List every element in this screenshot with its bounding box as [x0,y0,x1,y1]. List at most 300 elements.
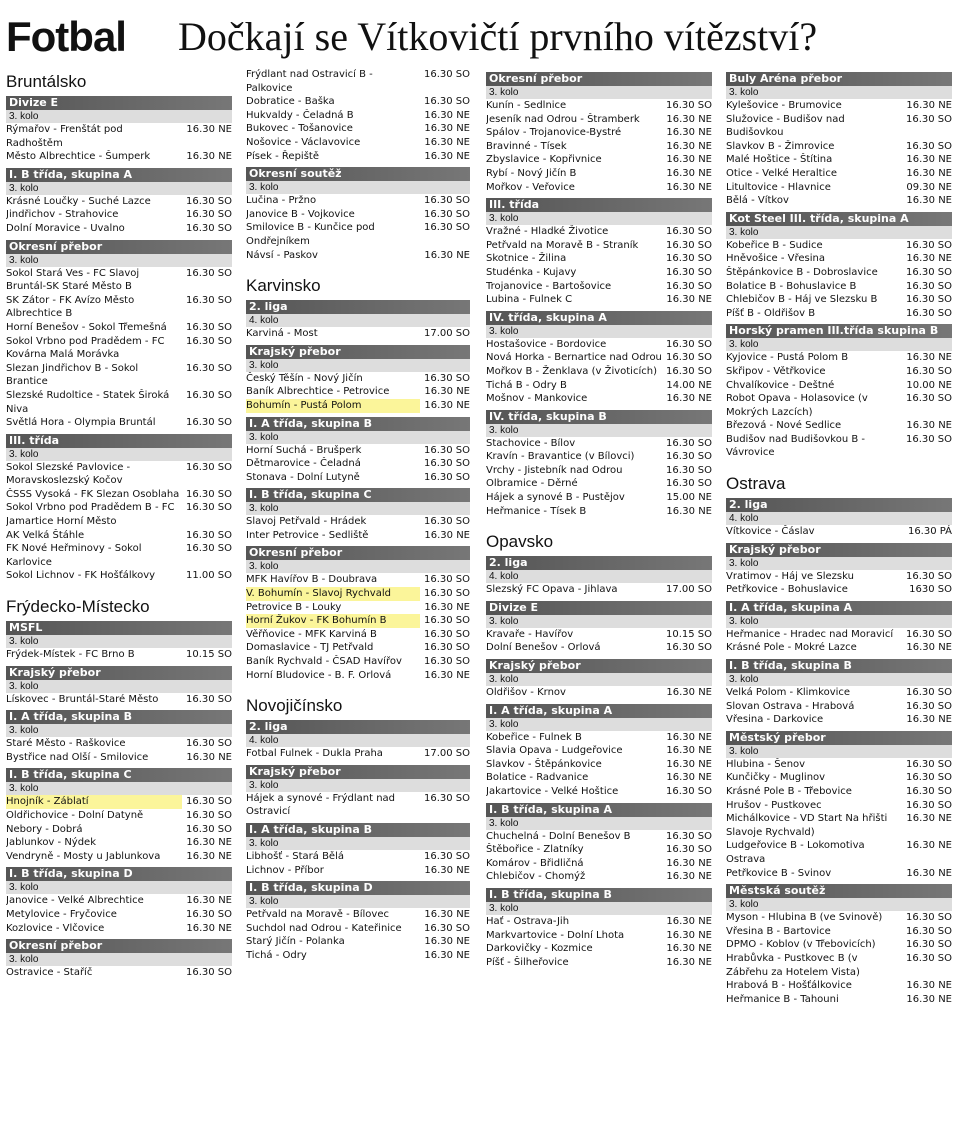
match-pairing: Janovice - Velké Albrechtice [6,895,144,907]
match-row [246,95,470,109]
match-row [486,477,712,491]
match-pairing: DPMO - Koblov (v Třebovicích) [726,939,876,951]
match-row [486,870,712,884]
match-row [486,758,712,772]
match-time: 16.30 SO [905,772,952,784]
match-pairing: Bohumín - Pustá Polom [246,399,420,413]
match-row [6,389,232,416]
match-row [246,655,470,669]
match-time: 16.30 SO [185,693,232,705]
match-pairing: Březová - Nové Sedlice [726,420,842,432]
match-pairing: Hostašovice - Bordovice [486,338,607,350]
match-time: 16.30 NE [906,714,952,726]
match-pairing: Chlebičov B - Háj ve Slezsku B [726,294,878,306]
league-bar: Okresní přebor [486,72,712,86]
match-time: 16.30 SO [905,393,952,405]
match-row [486,942,712,956]
match-pairing: Hlubina - Šenov [726,758,806,770]
match-pairing: Metylovice - Fryčovice [6,908,117,920]
match-row [246,641,470,655]
match-row [6,222,232,236]
match-pairing: Spálov - Trojanovice-Bystré [486,127,622,139]
match-row [246,444,470,458]
match-row [486,99,712,113]
match-pairing: Slavoj Petřvald - Hrádek [246,516,367,528]
match-pairing: Ludgeřovice B - Lokomotiva Ostrava [726,840,865,865]
match-row [726,365,952,379]
league-bar: IV. třída, skupina A [486,311,712,325]
match-row [6,529,232,543]
match-pairing: Vřesina B - Bartovice [726,925,831,937]
match-row [486,843,712,857]
match-row [486,771,712,785]
match-time: 16.30 SO [905,912,952,924]
match-time: 16.30 SO [665,451,712,463]
match-time: 16.30 SO [185,908,232,920]
match-time: 16.30 SO [185,810,232,821]
match-time: 16.30 SO [185,294,232,306]
match-time: 16.30 NE [906,352,952,364]
match-pairing: Ostravice - Staříč [6,967,93,979]
round-label: 3. kolo [726,615,952,628]
round-label: 3. kolo [726,745,952,758]
match-row [726,351,952,365]
match-time: 16.30 SO [905,365,952,377]
match-row [246,850,470,864]
match-time: 16.30 NE [424,249,470,261]
match-row [6,795,232,809]
match-time: 10.15 SO [185,649,232,661]
round-label: 3. kolo [246,560,470,573]
match-time: 16.30 SO [905,140,952,152]
match-pairing: Hrabůvka - Pustkovec B (v Zábřehu za Hotelem Vista) [726,952,860,978]
match-time: 16.30 SO [185,796,232,808]
match-time: 16.30 SO [185,209,232,221]
match-row [6,569,232,583]
match-row [6,195,232,209]
region-heading: Frýdecko-Místecko [6,597,150,617]
match-pairing: Vrchy - Jistebník nad Odrou [486,464,623,476]
league-bar: Divize E [486,601,712,615]
match-time: 16.30 SO [185,823,232,835]
match-row [246,68,470,95]
match-pairing: Jeseník nad Odrou - Štramberk [486,113,640,125]
league-bar: I. B třída, skupina B [486,888,712,902]
league-bar: Okresní přebor [6,240,232,254]
match-pairing: Kravín - Bravantice (v Bílovci) [486,451,635,463]
match-row [726,181,952,195]
match-row [486,437,712,451]
round-label: 3. kolo [6,881,232,894]
match-time: 16.30 NE [906,993,952,1005]
match-time: 16.30 SO [905,113,952,125]
match-time: 16.30 NE [186,837,232,849]
match-pairing: Hájek a synové - Frýdlant nad Ostravicí [246,792,396,818]
match-time: 16.30 SO [665,280,712,292]
match-time: 16.30 SO [185,321,232,333]
match-pairing: Oldřichovice - Dolní Datyně [6,810,144,821]
match-time: 16.30 SO [665,226,712,238]
match-time: 16.30 SO [905,952,952,964]
league-bar: I. A třída, skupina B [246,417,470,431]
match-pairing: Kylešovice - Brumovice [726,100,842,111]
match-pairing: Slovan Ostrava - Hrabová [726,700,855,712]
match-row [486,293,712,307]
match-row [246,573,470,587]
match-pairing: Karviná - Most [246,328,318,340]
match-time: 16.30 SO [423,444,470,456]
headline: Dočkají se Vítkovičtí prvního vítězství? [178,14,818,59]
match-row [486,140,712,154]
round-label: 3. kolo [726,673,952,686]
match-row [726,239,952,253]
match-time: 16.30 SO [423,922,470,934]
match-pairing: Vendryně - Mosty u Jablunkova [6,850,161,862]
column-4 [726,68,952,1006]
match-row [486,338,712,352]
round-label: 3. kolo [6,953,232,966]
match-pairing: Bolatice B - Bohuslavice B [726,280,857,292]
match-row [726,392,952,419]
league-bar: Okresní soutěž [246,167,470,181]
match-time: 16.30 PÁ [907,526,952,538]
match-row [486,830,712,844]
round-label: 3. kolo [6,182,232,195]
match-time: 16.30 SO [185,543,232,555]
match-time: 16.30 NE [666,857,712,869]
match-pairing: Budišov nad Budišovkou B - Vávrovice [726,433,866,459]
match-time: 1630 SO [909,584,952,596]
match-pairing: Český Těšín - Nový Jičín [246,372,363,384]
region-heading: Karvinsko [246,276,321,296]
match-row [486,915,712,929]
match-row [726,911,952,925]
match-row [246,385,470,399]
league-bar: I. B třída, skupina D [246,881,470,895]
region-heading: Ostrava [726,474,786,494]
match-pairing: Nebory - Dobrá [6,823,83,835]
column-2 [246,68,470,963]
match-time: 16.30 NE [424,601,470,613]
match-time: 16.30 NE [666,113,712,125]
round-label: 4. kolo [486,570,712,583]
round-label: 3. kolo [486,424,712,437]
match-pairing: Město Albrechtice - Šumperk [6,151,151,163]
round-label: 3. kolo [486,212,712,225]
match-time: 16.30 NE [666,871,712,883]
match-row [726,771,952,785]
match-row [726,167,952,181]
match-time: 16.30 SO [905,570,952,582]
match-time: 16.30 NE [666,181,712,193]
match-row [486,686,712,700]
match-row [6,823,232,837]
round-label: 3. kolo [726,86,952,99]
match-row [486,239,712,253]
match-time: 16.30 NE [186,922,232,934]
match-pairing: Služovice - Budišov nad Budišovkou [726,113,845,139]
match-row [726,938,952,952]
match-row [6,267,232,294]
match-pairing: Bystřice nad Olší - Smilovice [6,751,149,763]
match-pairing: Petřkovice - Bohuslavice [726,584,848,596]
match-time: 16.30 NE [906,980,952,992]
match-pairing: ČSSS Vysoká - FK Slezan Osoblaha [6,488,180,500]
match-row [726,628,952,642]
match-time: 16.30 NE [424,864,470,876]
match-row [246,221,470,248]
round-label: 3. kolo [246,502,470,515]
match-pairing: Sokol Stará Ves - FC Slavoj Bruntál-SK Staré Město B [6,267,140,293]
match-pairing: Chuchelná - Dolní Benešov B [486,830,631,842]
match-pairing: Lichnov - Příbor [246,864,324,876]
match-row [486,167,712,181]
match-row [6,648,232,662]
match-pairing: Libhošť - Stará Bělá [246,851,344,862]
match-pairing: Vřesina - Darkovice [726,714,824,726]
match-row [486,505,712,519]
match-pairing: Staré Město - Raškovice [6,738,126,750]
match-row [6,362,232,389]
match-time: 16.30 NE [666,731,712,743]
match-pairing: Zbyslavice - Kopřivnice [486,154,602,166]
match-row [486,731,712,745]
match-time: 16.30 SO [665,100,712,111]
match-pairing: Kravaře - Havířov [486,628,574,640]
match-pairing: Petřkovice B - Svinov [726,867,832,879]
match-pairing: Robot Opava - Holasovice (v Mokrých Lazcích) [726,393,868,418]
match-row [246,587,470,601]
match-time: 16.30 SO [665,266,712,278]
league-bar: Krajský přebor [246,345,470,359]
match-time: 16.30 SO [423,222,470,234]
match-pairing: Hrabová B - Hošťálkovice [726,980,852,992]
round-label: 3. kolo [726,557,952,570]
match-pairing: Kunčičky - Muglinov [726,772,826,784]
region-heading: Opavsko [486,532,554,552]
match-time: 16.30 SO [185,738,232,750]
match-row [486,785,712,799]
match-row [726,583,952,597]
match-time: 16.30 SO [185,362,232,374]
match-row [726,419,952,433]
match-pairing: Slezský FC Opava - Jihlava [486,584,618,596]
match-row [726,686,952,700]
match-pairing: Horní Benešov - Sokol Třemešná [6,321,167,333]
match-time: 16.30 NE [906,253,952,265]
match-pairing: Kunín - Sedlnice [486,100,567,111]
match-row [246,628,470,642]
match-row [486,225,712,239]
league-bar: 2. liga [246,720,470,734]
match-pairing: Slavia Opava - Ludgeřovice [486,745,623,757]
match-row [726,713,952,727]
league-bar: I. B třída, skupina A [6,168,232,182]
match-pairing: Stachovice - Bílov [486,437,576,449]
match-pairing: Myson - Hlubina B (ve Svinově) [726,912,883,924]
league-bar: Městská soutěž [726,884,952,898]
match-row [6,894,232,908]
match-row [726,113,952,140]
league-bar: Městský přebor [726,731,952,745]
match-row [246,529,470,543]
match-time: 16.30 SO [185,529,232,541]
match-time: 16.30 SO [423,516,470,528]
match-time: 16.30 NE [666,745,712,757]
match-time: 16.30 NE [424,136,470,148]
match-row [246,399,470,413]
match-row [726,266,952,280]
match-time: 16.30 SO [905,433,952,445]
match-row [726,307,952,321]
round-label: 3. kolo [246,779,470,792]
match-time: 16.30 SO [665,437,712,449]
league-bar: Kot Steel III. třída, skupina A [726,212,952,226]
league-bar: I. A třída, skupina B [6,710,232,724]
match-time: 16.30 SO [423,96,470,108]
match-time: 16.30 SO [905,280,952,292]
match-time: 16.30 NE [424,123,470,135]
round-label: 3. kolo [6,110,232,123]
match-pairing: Kyjovice - Pustá Polom B [726,352,849,364]
match-time: 11.00 SO [185,570,232,582]
round-label: 3. kolo [486,902,712,915]
match-pairing: Rýmařov - Frenštát pod Radhoštěm [6,124,123,149]
match-time: 16.30 SO [423,656,470,668]
match-time: 16.30 NE [906,867,952,879]
match-pairing: Hněvošice - Vřesina [726,253,825,265]
match-pairing: Mošnov - Mankovice [486,393,588,405]
match-time: 15.00 NE [666,492,712,504]
match-pairing: Rybí - Nový Jičín B [486,167,577,179]
match-pairing: Skřipov - Větřkovice [726,365,826,377]
match-time: 16.30 NE [666,167,712,179]
match-row [246,109,470,123]
region-heading: Bruntálsko [6,72,87,91]
match-row [726,785,952,799]
match-time: 17.00 SO [423,328,470,340]
match-time: 16.30 SO [185,195,232,207]
match-time: 16.30 SO [423,458,470,470]
match-time: 16.30 NE [666,294,712,306]
match-time: 16.30 NE [666,943,712,955]
match-row [726,799,952,813]
match-pairing: Nošovice - Václavovice [246,136,361,148]
match-row [726,99,952,113]
round-label: 3. kolo [246,895,470,908]
match-pairing: Fotbal Fulnek - Dukla Praha [246,748,383,760]
match-time: 16.30 NE [906,642,952,654]
match-time: 16.30 SO [423,372,470,384]
round-label: 3. kolo [486,325,712,338]
match-pairing: Dětmarovice - Čeladná [246,458,361,470]
match-time: 16.30 NE [906,813,952,825]
match-pairing: MFK Havířov B - Doubrava [246,574,378,586]
match-row [486,857,712,871]
match-row [6,416,232,430]
match-time: 16.30 SO [423,851,470,862]
match-time: 16.30 SO [423,208,470,220]
match-pairing: Sokol Vrbno pod Pradědem - FC Kovárna Malá Morávka [6,335,165,361]
match-row [726,379,952,393]
match-pairing: Kobeřice - Fulnek B [486,731,582,743]
match-pairing: Vítkovice - Čáslav [726,526,815,538]
match-pairing: Petřvald na Moravě - Bílovec [246,909,389,921]
match-row [486,153,712,167]
match-time: 16.30 SO [423,642,470,654]
match-pairing: Janovice B - Vojkovice [246,208,355,220]
match-row [246,122,470,136]
league-bar: Buly Aréna přebor [726,72,952,86]
match-time: 16.30 SO [905,307,952,319]
match-pairing: Baník Albrechtice - Petrovice [246,386,390,398]
match-row [486,266,712,280]
match-pairing: Bělá - Vítkov [726,195,789,207]
match-pairing: Tichá B - Odry B [486,379,567,391]
match-time: 16.30 SO [905,939,952,951]
match-row [486,583,712,597]
match-time: 16.30 SO [423,588,470,600]
match-pairing: Sokol Lichnov - FK Hošťálkovy [6,570,156,582]
match-pairing: Tichá - Odry [246,949,307,961]
match-time: 16.30 NE [424,529,470,541]
round-label: 3. kolo [246,181,470,194]
match-time: 16.30 NE [666,140,712,152]
match-pairing: Slezan Jindřichov B - Sokol Brantice [6,362,139,388]
match-time: 16.30 SO [423,69,470,80]
league-bar: I. A třída, skupina A [486,704,712,718]
match-pairing: Michálkovice - VD Start Na hřišti Slavoje Rychvald) [726,813,888,838]
match-time: 16.30 SO [905,799,952,811]
match-row [6,966,232,980]
match-time: 16.30 SO [905,294,952,306]
round-label: 3. kolo [246,837,470,850]
section-title: Fotbal [6,13,126,60]
match-row [486,641,712,655]
match-row [246,614,470,628]
match-time: 16.30 SO [185,461,232,473]
match-time: 16.30 NE [666,505,712,517]
match-pairing: Hnojník - Záblatí [6,795,182,809]
match-row [726,993,952,1007]
match-row [486,252,712,266]
match-row [726,867,952,881]
round-label: 3. kolo [486,817,712,830]
match-row [246,908,470,922]
match-time: 14.00 NE [666,379,712,391]
match-time: 16.30 SO [423,615,470,627]
match-row [6,501,232,528]
match-pairing: Návsí - Paskov [246,249,318,261]
region-heading: Novojičínsko [246,696,343,716]
match-pairing: Frýdek-Místek - FC Brno B [6,649,135,661]
match-pairing: Dolní Moravice - Uvalno [6,222,125,234]
league-bar: III. třída [486,198,712,212]
match-row [246,922,470,936]
match-row [246,150,470,164]
match-row [726,952,952,979]
match-pairing: Slavkov - Štěpánkovice [486,758,602,770]
match-row [726,280,952,294]
match-row [246,515,470,529]
match-pairing: Sokol Vrbno pod Pradědem B - FC Jamartice Horní Město [6,502,175,528]
match-row [246,136,470,150]
match-pairing: Jindřichov - Strahovice [6,209,119,221]
league-bar: Krajský přebor [486,659,712,673]
match-row [246,949,470,963]
match-time: 16.30 NE [186,124,232,135]
match-pairing: Horní Bludovice - B. F. Orlová [246,669,392,681]
